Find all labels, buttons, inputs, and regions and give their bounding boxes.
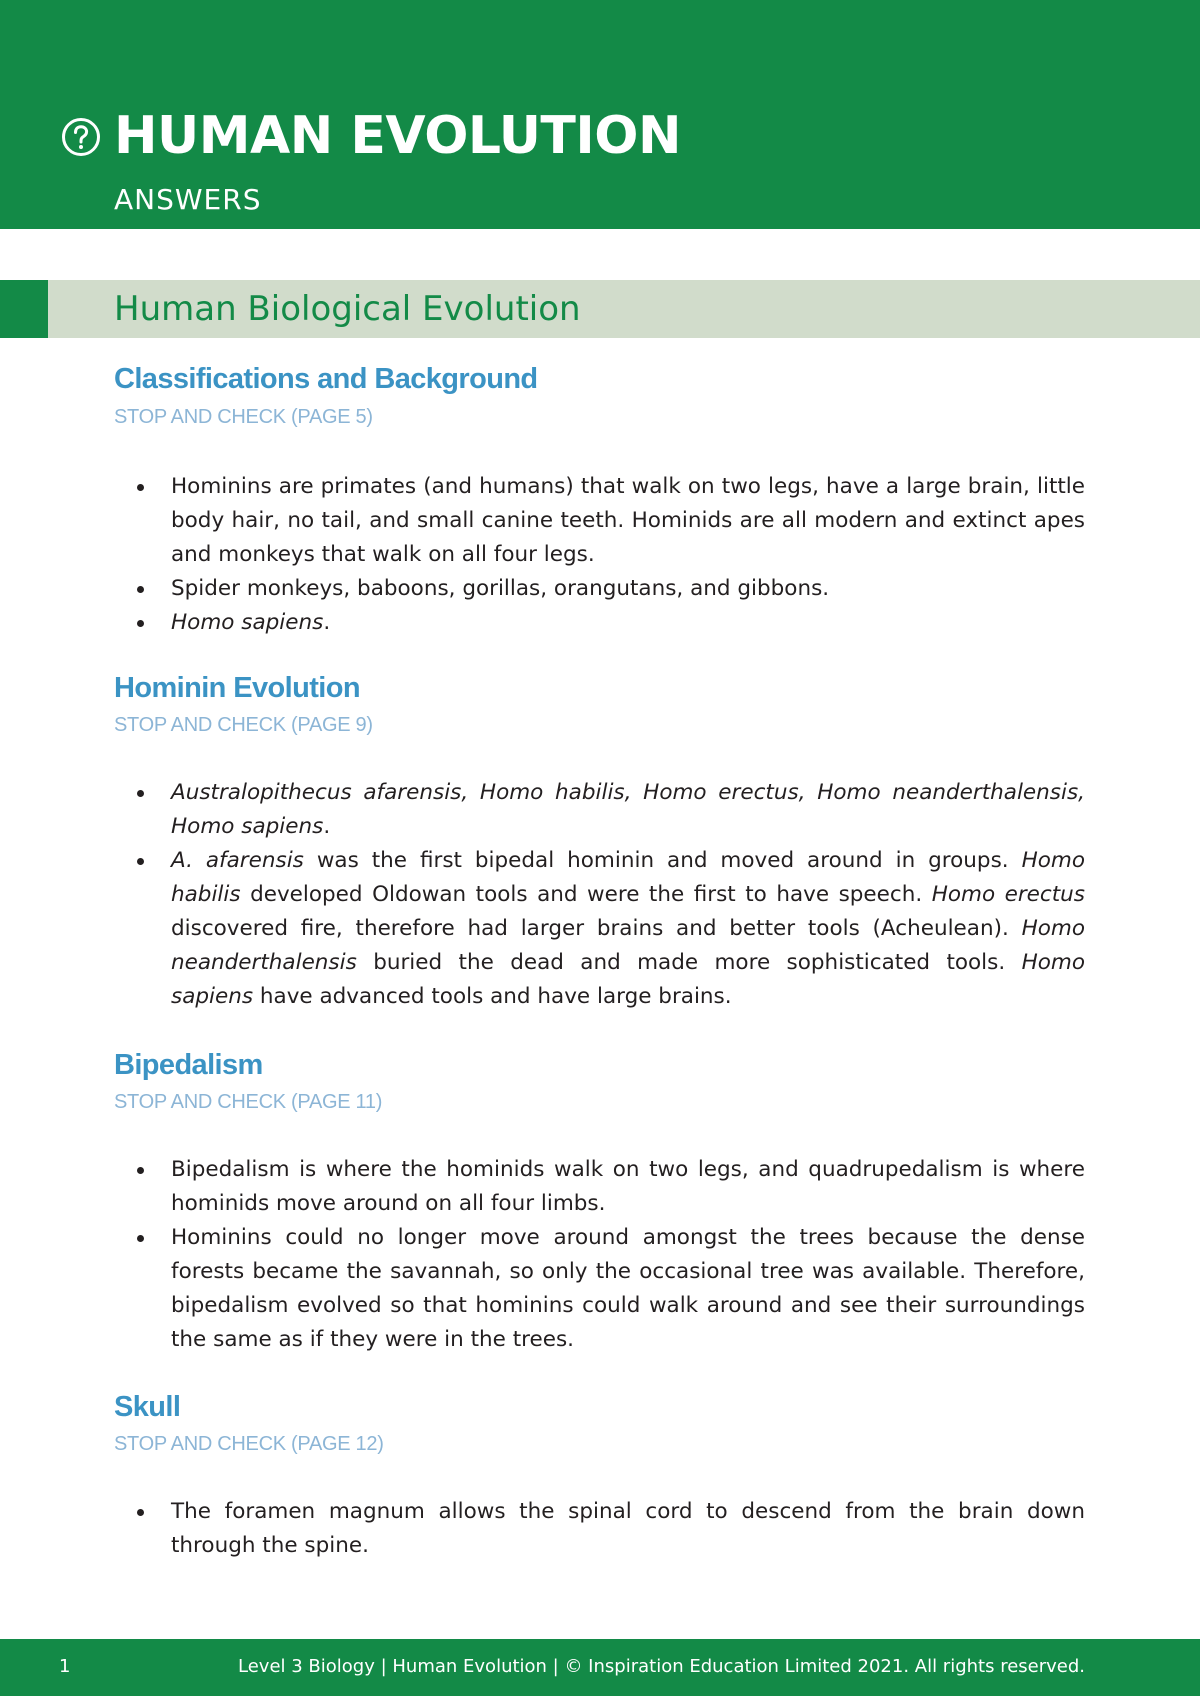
species-name: Homo sapiens [171, 610, 324, 635]
topic-heading: Skull [114, 1391, 181, 1423]
answer-list [130, 776, 1085, 1014]
section-title: Human Biological Evolution [114, 289, 581, 329]
page-title: HUMAN EVOLUTION [114, 106, 681, 166]
stop-and-check-label: STOP AND CHECK (PAGE 12) [114, 1433, 384, 1455]
page-number: 1 [59, 1656, 71, 1677]
answer-text: was the first bipedal hominin and moved around in groups. [303, 848, 1022, 873]
answer-bullet [130, 572, 1085, 606]
topic-heading: Hominin Evolution [114, 672, 360, 704]
species-name: Homo sapiens [171, 950, 1085, 1009]
stop-and-check-label: STOP AND CHECK (PAGE 11) [114, 1091, 383, 1113]
answer-list [130, 1495, 1085, 1563]
answer-text: discovered fire, therefore had larger brains and better tools (Acheulean). [171, 916, 1022, 941]
page-footer [0, 1639, 1200, 1696]
species-name: Australopithecus afarensis, Homo habilis, Homo erectus, Homo neanderthalensis, Homo sapiens [171, 780, 1085, 839]
stop-and-check-label: STOP AND CHECK (PAGE 5) [114, 406, 373, 428]
answer-list [130, 1153, 1085, 1357]
answer-text: . [323, 610, 331, 635]
answer-text: Hominins are primates (and humans) that walk on two legs, have a large brain, little body hair, no tail, and small canine teeth. Hominids are all modern and extinct apes and monkeys that walk on all four legs. [171, 474, 1085, 567]
page-subtitle: ANSWERS [114, 183, 262, 216]
answer-text: Spider monkeys, baboons, gorillas, orangutans, and gibbons. [171, 576, 830, 601]
answer-bullet [130, 470, 1085, 572]
species-name: Homo neanderthalensis [171, 916, 1085, 975]
answer-list [130, 470, 1085, 640]
species-name: Homo habilis [171, 848, 1085, 907]
answer-text: The foramen magnum allows the spinal cord to descend from the brain down through the spine. [171, 1499, 1085, 1558]
topic-heading: Classifications and Background [114, 363, 538, 395]
section-accent-bar [0, 280, 48, 338]
answer-bullet [130, 844, 1085, 1014]
question-circle-icon [61, 117, 101, 157]
answer-text: Hominins could no longer move around amongst the trees because the dense forests became the savannah, so only the occasional tree was available. Therefore, bipedalism evolved so that hominins could walk around and see their surroundings the same as if they were in the trees. [171, 1225, 1085, 1352]
section-banner [0, 280, 1200, 338]
stop-and-check-label: STOP AND CHECK (PAGE 9) [114, 714, 373, 736]
species-name: A. afarensis [171, 848, 304, 873]
answer-bullet [130, 1495, 1085, 1563]
species-name: Homo erectus [931, 882, 1085, 907]
page-header [0, 0, 1200, 229]
answer-text: have advanced tools and have large brains. [253, 984, 732, 1009]
topic-heading: Bipedalism [114, 1049, 263, 1081]
answer-text: buried the dead and made more sophisticated tools. [356, 950, 1022, 975]
answer-text: developed Oldowan tools and were the first to have speech. [240, 882, 932, 907]
answer-text: Bipedalism is where the hominids walk on two legs, and quadrupedalism is where hominids move around on all four limbs. [171, 1157, 1085, 1216]
footer-copyright: Level 3 Biology | Human Evolution | © Inspiration Education Limited 2021. All rights reserved. [238, 1656, 1085, 1677]
answer-bullet [130, 1221, 1085, 1357]
answer-bullet [130, 1153, 1085, 1221]
answer-bullet [130, 606, 1085, 640]
answer-bullet [130, 776, 1085, 844]
answer-text: . [323, 814, 331, 839]
